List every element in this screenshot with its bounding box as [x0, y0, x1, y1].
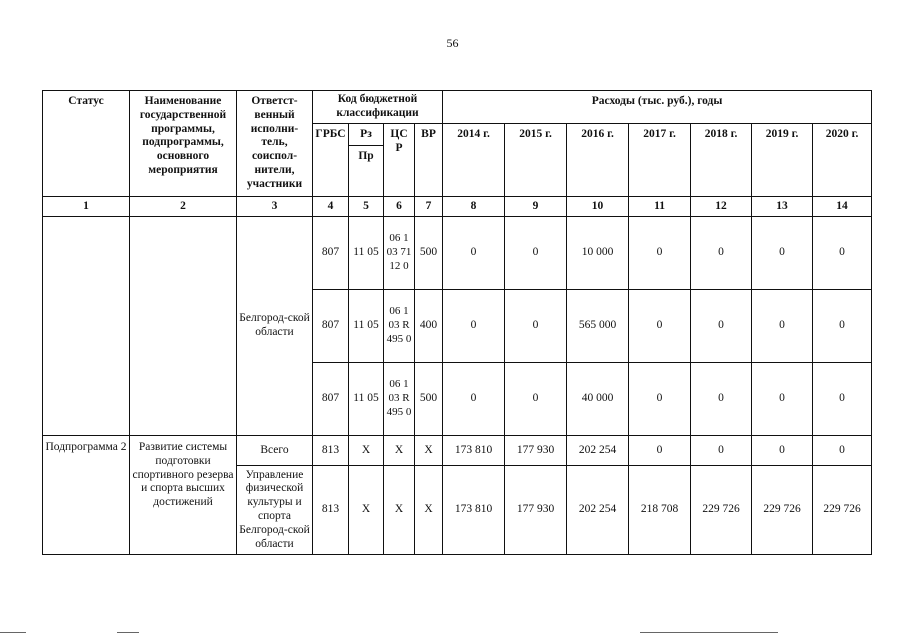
- value-cell: 202 254: [567, 466, 629, 555]
- scan-artifact: [0, 632, 26, 633]
- scan-artifact: [640, 632, 778, 633]
- value-cell: 0: [505, 363, 567, 436]
- vr-cell: 400: [415, 290, 443, 363]
- header-vr: ВР: [415, 124, 443, 197]
- rzpr-cell: 11 05: [349, 290, 384, 363]
- value-cell: 0: [813, 217, 872, 290]
- value-cell: 218 708: [629, 466, 691, 555]
- column-number: 10: [567, 197, 629, 217]
- value-cell: 229 726: [691, 466, 752, 555]
- header-year: 2014 г.: [443, 124, 505, 197]
- value-cell: 0: [629, 363, 691, 436]
- value-cell: 202 254: [567, 436, 629, 466]
- header-year: 2016 г.: [567, 124, 629, 197]
- subprogram-status-cell: Подпрограмма 2: [43, 436, 130, 555]
- value-cell: 173 810: [443, 466, 505, 555]
- header-year: 2019 г.: [752, 124, 813, 197]
- csr-cell: X: [384, 466, 415, 555]
- column-number: 1: [43, 197, 130, 217]
- responsible-cell: Белгород-ской области: [237, 217, 313, 436]
- column-number: 5: [349, 197, 384, 217]
- status-cell-empty: [43, 217, 130, 436]
- value-cell: 177 930: [505, 466, 567, 555]
- value-cell: 0: [813, 290, 872, 363]
- header-name: Наименование государственной программы, подпрограммы, основного мероприятия: [130, 91, 237, 197]
- column-number: 13: [752, 197, 813, 217]
- value-cell: 0: [443, 217, 505, 290]
- responsible-cell: Управление физической культуры и спорта Белгород-ской области: [237, 466, 313, 555]
- value-cell: 0: [752, 217, 813, 290]
- column-number: 6: [384, 197, 415, 217]
- vr-cell: X: [415, 436, 443, 466]
- vr-cell: X: [415, 466, 443, 555]
- grbs-cell: 807: [313, 363, 349, 436]
- scan-artifact: [117, 632, 139, 633]
- value-cell: 0: [443, 363, 505, 436]
- header-pr: Пр: [349, 146, 384, 197]
- value-cell: 0: [691, 436, 752, 466]
- column-number: 12: [691, 197, 752, 217]
- value-cell: 10 000: [567, 217, 629, 290]
- grbs-cell: 807: [313, 290, 349, 363]
- value-cell: 0: [629, 217, 691, 290]
- grbs-cell: 813: [313, 466, 349, 555]
- value-cell: 0: [505, 290, 567, 363]
- header-year: 2015 г.: [505, 124, 567, 197]
- column-numbers-row: [43, 197, 872, 217]
- column-number: 2: [130, 197, 237, 217]
- table-row: [43, 217, 872, 290]
- csr-cell: 06 1 03 R495 0: [384, 363, 415, 436]
- responsible-cell: Всего: [237, 436, 313, 466]
- column-number: 3: [237, 197, 313, 217]
- value-cell: 0: [813, 436, 872, 466]
- header-csr: ЦС Р: [384, 124, 415, 197]
- header-year: 2020 г.: [813, 124, 872, 197]
- value-cell: 229 726: [752, 466, 813, 555]
- header-budget-code: Код бюджетной классификации: [313, 91, 443, 124]
- vr-cell: 500: [415, 217, 443, 290]
- csr-cell: 06 1 03 R495 0: [384, 290, 415, 363]
- value-cell: 0: [752, 436, 813, 466]
- value-cell: 0: [752, 290, 813, 363]
- value-cell: 40 000: [567, 363, 629, 436]
- value-cell: 0: [505, 217, 567, 290]
- value-cell: 565 000: [567, 290, 629, 363]
- column-number: 7: [415, 197, 443, 217]
- value-cell: 0: [629, 290, 691, 363]
- value-cell: 0: [813, 363, 872, 436]
- grbs-cell: 813: [313, 436, 349, 466]
- csr-cell: 06 1 03 7112 0: [384, 217, 415, 290]
- column-number: 11: [629, 197, 691, 217]
- header-rz: Рз: [349, 124, 384, 146]
- value-cell: 0: [443, 290, 505, 363]
- rzpr-cell: X: [349, 466, 384, 555]
- subprogram-name-cell: Развитие системы подготовки спортивного резерва и спорта высших достижений: [130, 436, 237, 555]
- value-cell: 0: [691, 290, 752, 363]
- value-cell: 229 726: [813, 466, 872, 555]
- column-number: 4: [313, 197, 349, 217]
- header-expenses: Расходы (тыс. руб.), годы: [443, 91, 872, 124]
- name-cell-empty: [130, 217, 237, 436]
- header-responsible: Ответст-венный исполни-тель, соиспол-нители, участники: [237, 91, 313, 197]
- column-number: 8: [443, 197, 505, 217]
- grbs-cell: 807: [313, 217, 349, 290]
- header-grbs: ГРБС: [313, 124, 349, 197]
- rzpr-cell: 11 05: [349, 217, 384, 290]
- value-cell: 0: [752, 363, 813, 436]
- rzpr-cell: 11 05: [349, 363, 384, 436]
- table-row: [43, 436, 872, 466]
- budget-table: [42, 90, 872, 555]
- value-cell: 0: [691, 217, 752, 290]
- vr-cell: 500: [415, 363, 443, 436]
- header-year: 2018 г.: [691, 124, 752, 197]
- header-year: 2017 г.: [629, 124, 691, 197]
- page-number: 56: [446, 36, 459, 50]
- column-number: 9: [505, 197, 567, 217]
- column-number: 14: [813, 197, 872, 217]
- value-cell: 173 810: [443, 436, 505, 466]
- value-cell: 0: [629, 436, 691, 466]
- value-cell: 177 930: [505, 436, 567, 466]
- value-cell: 0: [691, 363, 752, 436]
- rzpr-cell: X: [349, 436, 384, 466]
- header-status: Статус: [43, 91, 130, 197]
- csr-cell: X: [384, 436, 415, 466]
